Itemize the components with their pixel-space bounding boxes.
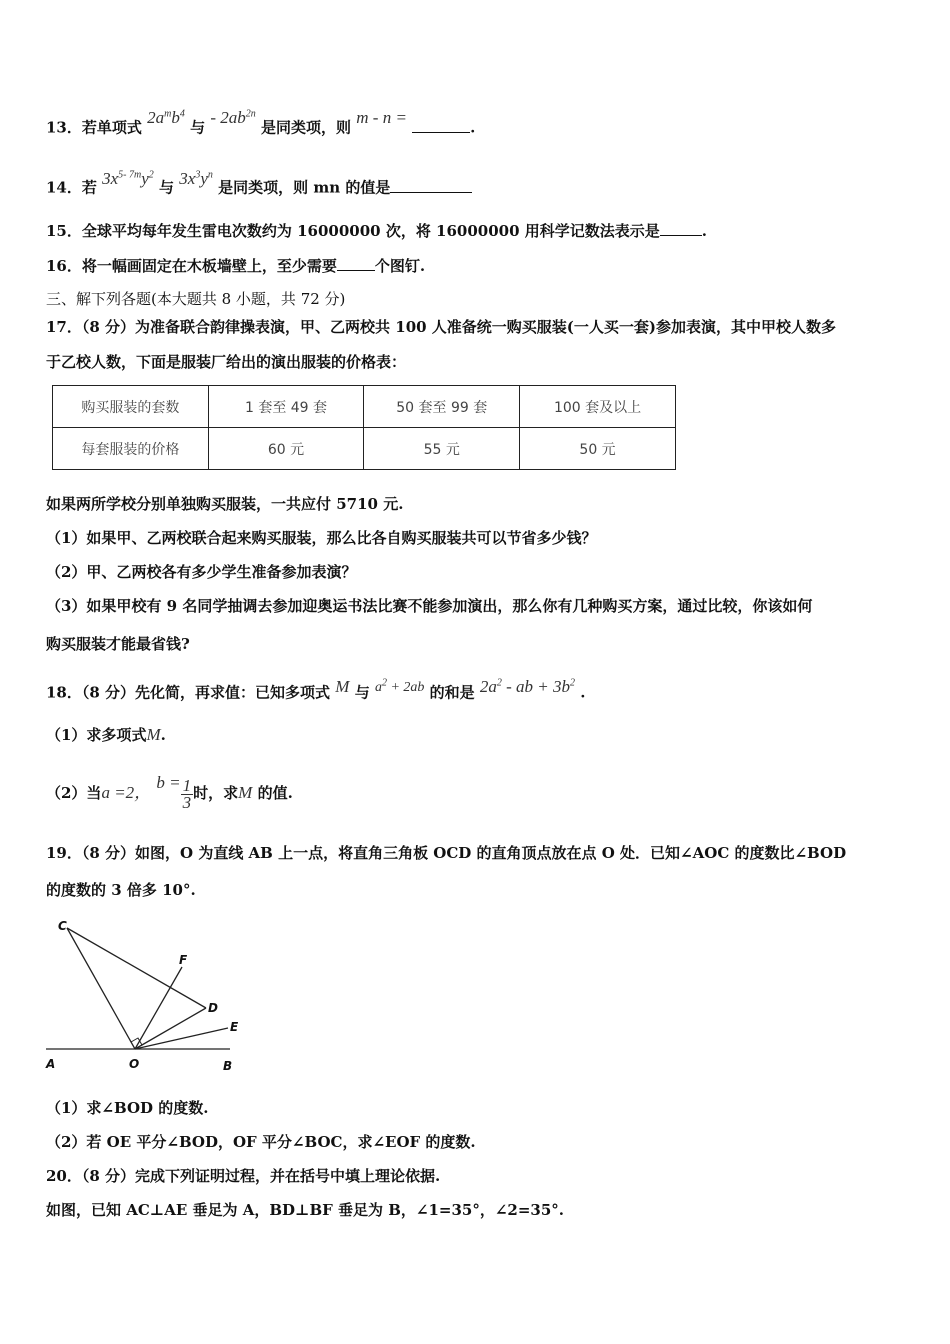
math-expression: m - n = — [356, 107, 407, 127]
period: . — [470, 118, 476, 137]
ray-OE — [135, 1028, 228, 1049]
question-text: （2）当 — [46, 784, 102, 802]
question-20-line1: 20．（8 分）完成下列证明过程，并在括号中填上理论依据. — [46, 1167, 441, 1185]
question-18 — [46, 676, 586, 705]
question-17-condition: 如果两所学校分别单独购买服装，一共应付 5710 元. — [46, 495, 404, 513]
table-cell: 50 套至 99 套 — [364, 386, 520, 428]
section-heading: 三、解下列各题(本大题共 8 小题，共 72 分) — [46, 290, 346, 308]
segment-OC — [67, 928, 135, 1049]
conjunction: 与 — [159, 178, 175, 197]
question-15 — [46, 221, 707, 241]
question-text: 个图钉. — [374, 257, 426, 275]
answer-blank — [337, 256, 375, 271]
question-19-sub2: （2）若 OE 平分∠BOD，OF 平分∠BOC，求∠EOF 的度数. — [46, 1133, 476, 1151]
question-text: 若单项式 — [81, 118, 142, 137]
label-O: O — [129, 1057, 140, 1071]
question-text: 的和是 — [429, 683, 475, 702]
table-row — [53, 428, 676, 470]
segment-CD — [67, 928, 206, 1008]
question-13 — [46, 107, 476, 138]
table-cell: 1 套至 49 套 — [208, 386, 364, 428]
answer-blank — [660, 221, 702, 236]
math-term: $3x^{5- 7m}y^2$ — [102, 168, 154, 188]
math-symbol: M — [335, 676, 350, 696]
period: . — [580, 683, 586, 702]
question-text: 16．将一幅画固定在木板墙壁上，至少需要 — [46, 257, 337, 275]
question-19-sub1: （1）求∠BOD 的度数. — [46, 1099, 209, 1117]
question-17-sub3-line2: 购买服装才能最省钱? — [46, 635, 190, 653]
label-D: D — [208, 1001, 218, 1015]
question-18-sub1 — [46, 725, 166, 745]
answer-blank — [390, 178, 472, 193]
table-cell: 50 元 — [520, 428, 676, 470]
label-C: C — [58, 919, 67, 933]
math-term: $2a^2$ - ab + $3b^2$ — [479, 676, 576, 696]
label-F: F — [179, 953, 188, 967]
conjunction: 与 — [354, 683, 370, 702]
ray-OF — [135, 967, 182, 1049]
math-term: - $2ab^{2n}$ — [210, 107, 256, 127]
question-text: 15．全球平均每年发生雷电次数约为 16000000 次，将 16000000 用科学记数法表示是 — [46, 222, 660, 240]
question-text: 18．（8 分）先化简，再求值：已知多项式 — [46, 683, 331, 702]
question-number: 13． — [46, 118, 82, 137]
math-symbol: M — [146, 725, 161, 744]
question-17-sub3-line1: （3）如果甲校有 9 名同学抽调去参加迎奥运书法比赛不能参加演出，那么你有几种购买方案，通过比较，你该如何 — [46, 597, 813, 615]
math-term: $2a^mb^4$ — [147, 107, 185, 127]
math-term: $3x^3y^n$ — [179, 168, 213, 188]
question-17-line2: 于乙校人数，下面是服装厂给出的演出服装的价格表： — [46, 353, 407, 371]
math-symbol: M — [238, 783, 253, 802]
answer-blank — [412, 118, 470, 133]
math-term: $a^2 + 2ab$ — [374, 677, 425, 695]
question-text: 若 — [81, 178, 97, 197]
geometry-figure — [40, 915, 250, 1080]
question-17-line1: 17．（8 分）为准备联合韵律操表演，甲、乙两校共 100 人准备统一购买服装(一人买一套)参加表演，其中甲校人数多 — [46, 318, 836, 336]
question-number: 14． — [46, 178, 82, 197]
table-row — [53, 386, 676, 428]
question-19-line2: 的度数的 3 倍多 10°. — [46, 881, 196, 899]
fraction: $\frac{1}{3}$ — [182, 775, 192, 812]
math-value-a: a =2， — [101, 783, 152, 802]
table-cell: 每套服装的价格 — [53, 428, 209, 470]
conjunction: 与 — [190, 118, 206, 137]
table-cell: 购买服装的套数 — [53, 386, 209, 428]
period: . — [160, 726, 166, 744]
question-text: 是同类项，则 mn 的值是 — [218, 178, 391, 197]
math-value-b: b = — [156, 773, 181, 792]
question-16 — [46, 256, 425, 276]
question-14 — [46, 168, 472, 198]
question-text: 时，求 — [193, 784, 239, 802]
segment-OD — [135, 1008, 206, 1049]
question-20-line2: 如图，已知 AC⊥AE 垂足为 A，BD⊥BF 垂足为 B，∠1=35°，∠2=35°. — [46, 1201, 565, 1219]
question-text: 的值. — [257, 784, 293, 802]
question-18-sub2 — [46, 773, 293, 816]
question-19-line1: 19．（8 分）如图，O 为直线 AB 上一点，将直角三角板 OCD 的直角顶点放在点 O 处．已知∠AOC 的度数比∠BOD — [46, 844, 847, 862]
question-17-sub1: （1）如果甲、乙两校联合起来购买服装，那么比各自购买服装共可以节省多少钱？ — [46, 529, 597, 547]
table-cell: 60 元 — [208, 428, 364, 470]
table-cell: 55 元 — [364, 428, 520, 470]
period: . — [701, 222, 707, 240]
table-cell: 100 套及以上 — [520, 386, 676, 428]
question-text: 是同类项，则 — [261, 118, 352, 137]
question-17-sub2: （2）甲、乙两校各有多少学生准备参加表演？ — [46, 563, 357, 581]
label-E: E — [230, 1020, 239, 1034]
label-A: A — [46, 1057, 56, 1071]
question-text: （1）求多项式 — [46, 726, 147, 744]
label-B: B — [223, 1059, 233, 1073]
price-table — [52, 385, 676, 470]
